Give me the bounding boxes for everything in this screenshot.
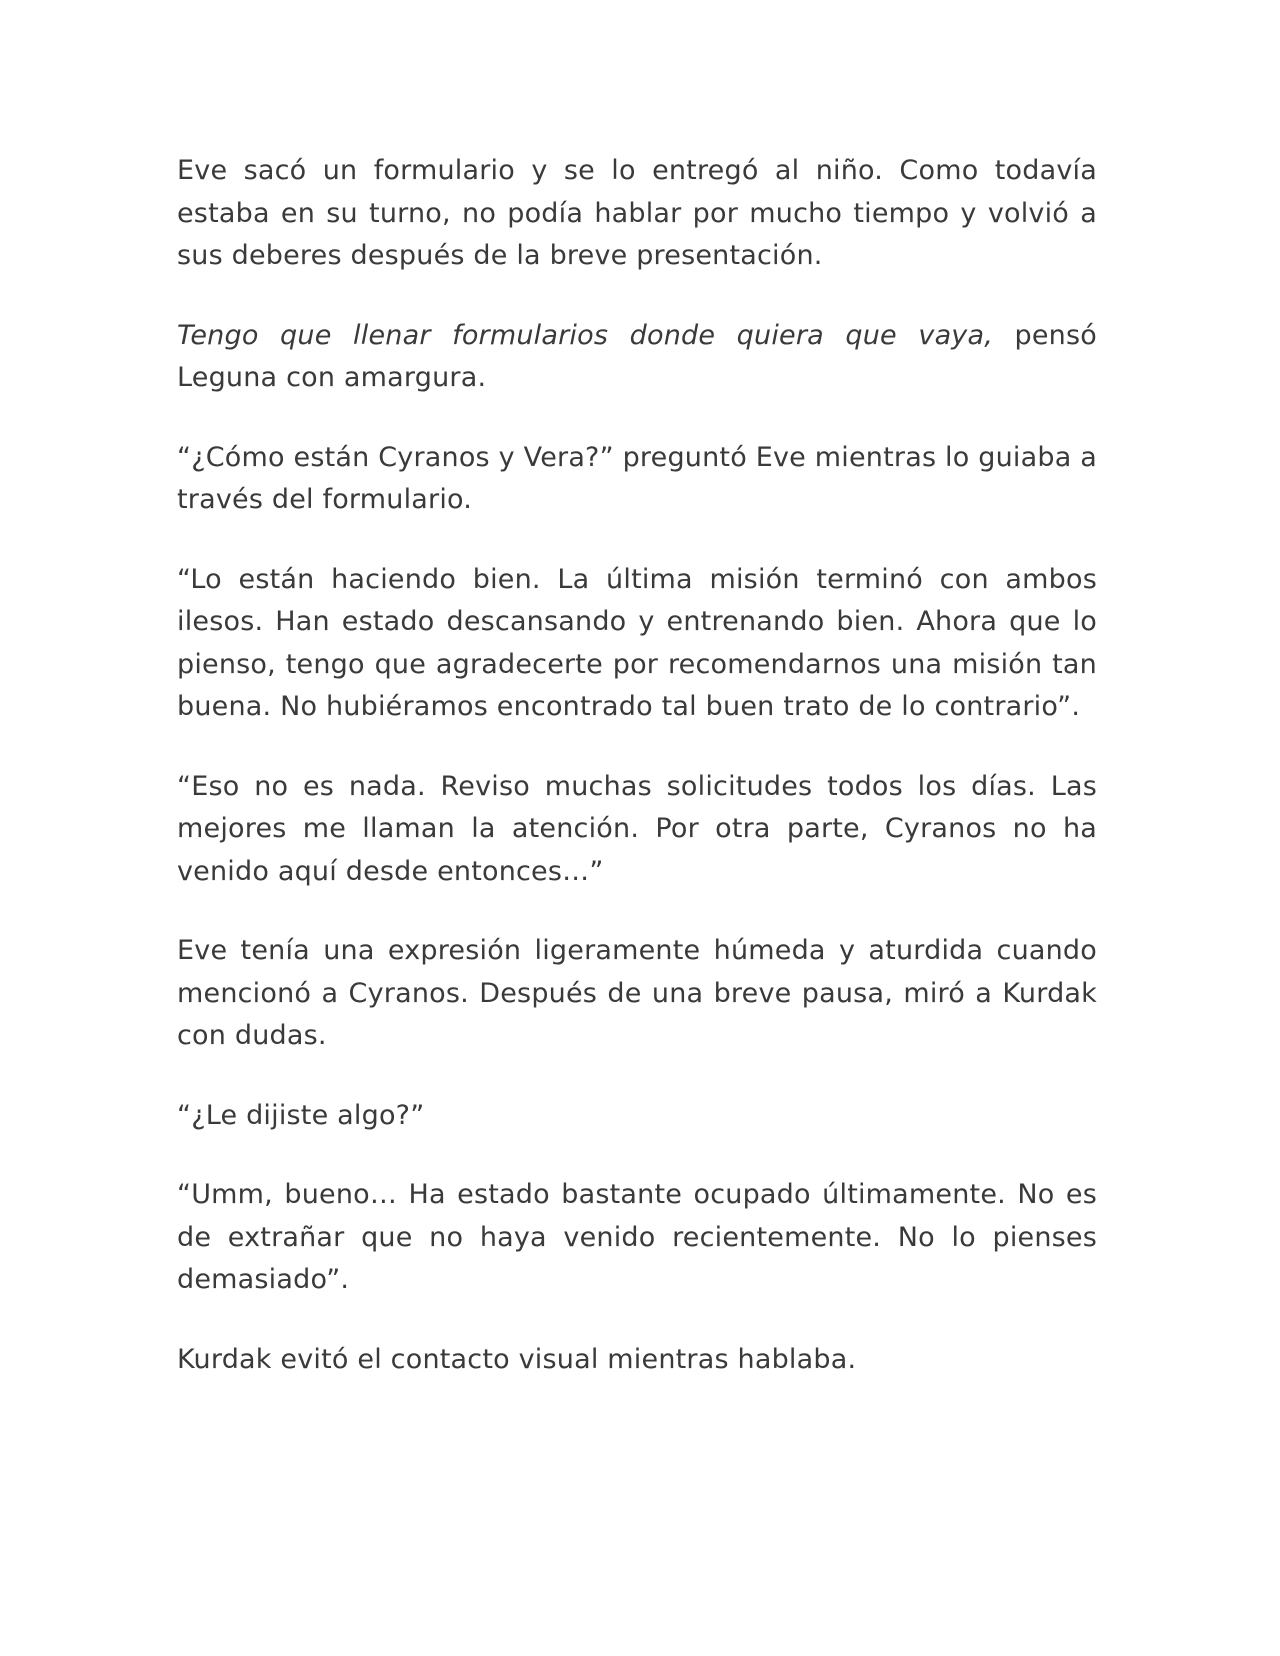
paragraph: Eve tenía una expresión ligeramente húmeda y aturdida cuando mencionó a Cyranos. Después de una breve pausa, miró a Kurdak con dudas. — [177, 935, 1097, 1051]
paragraph-text: pensó Leguna con amargura. — [177, 319, 1097, 393]
paragraph: Kurdak evitó el contacto visual mientras hablaba. — [177, 1343, 857, 1375]
document-body — [177, 150, 1097, 1381]
paragraph: “Eso no es nada. Reviso muchas solicitudes todos los días. Las mejores me llaman la atención. Por otra parte, Cyranos no ha venido aquí desde entonces…” — [177, 770, 1097, 887]
paragraph: Eve sacó un formulario y se lo entregó al niño. Como todavía estaba en su turno, no podía hablar por mucho tiempo y volvió a sus deberes después de la breve presentación. — [177, 155, 1097, 271]
paragraph: “Lo están haciendo bien. La última misión terminó con ambos ilesos. Han estado descansando y entrenando bien. Ahora que lo pienso, tengo que agradecerte por recomendarnos una misión tan buena. No hubiéramos encontrado tal buen trato de lo contrario”. — [177, 563, 1097, 722]
italic-thought: Tengo que llenar formularios donde quiera que vaya, — [177, 319, 994, 351]
paragraph: “¿Cómo están Cyranos y Vera?” preguntó Eve mientras lo guiaba a través del formulario. — [177, 441, 1097, 515]
paragraph — [177, 315, 1097, 400]
paragraph: “Umm, bueno… Ha estado bastante ocupado últimamente. No es de extrañar que no haya venido recientemente. No lo pienses demasiado”. — [177, 1179, 1097, 1295]
paragraph: “¿Le dijiste algo?” — [177, 1099, 425, 1131]
